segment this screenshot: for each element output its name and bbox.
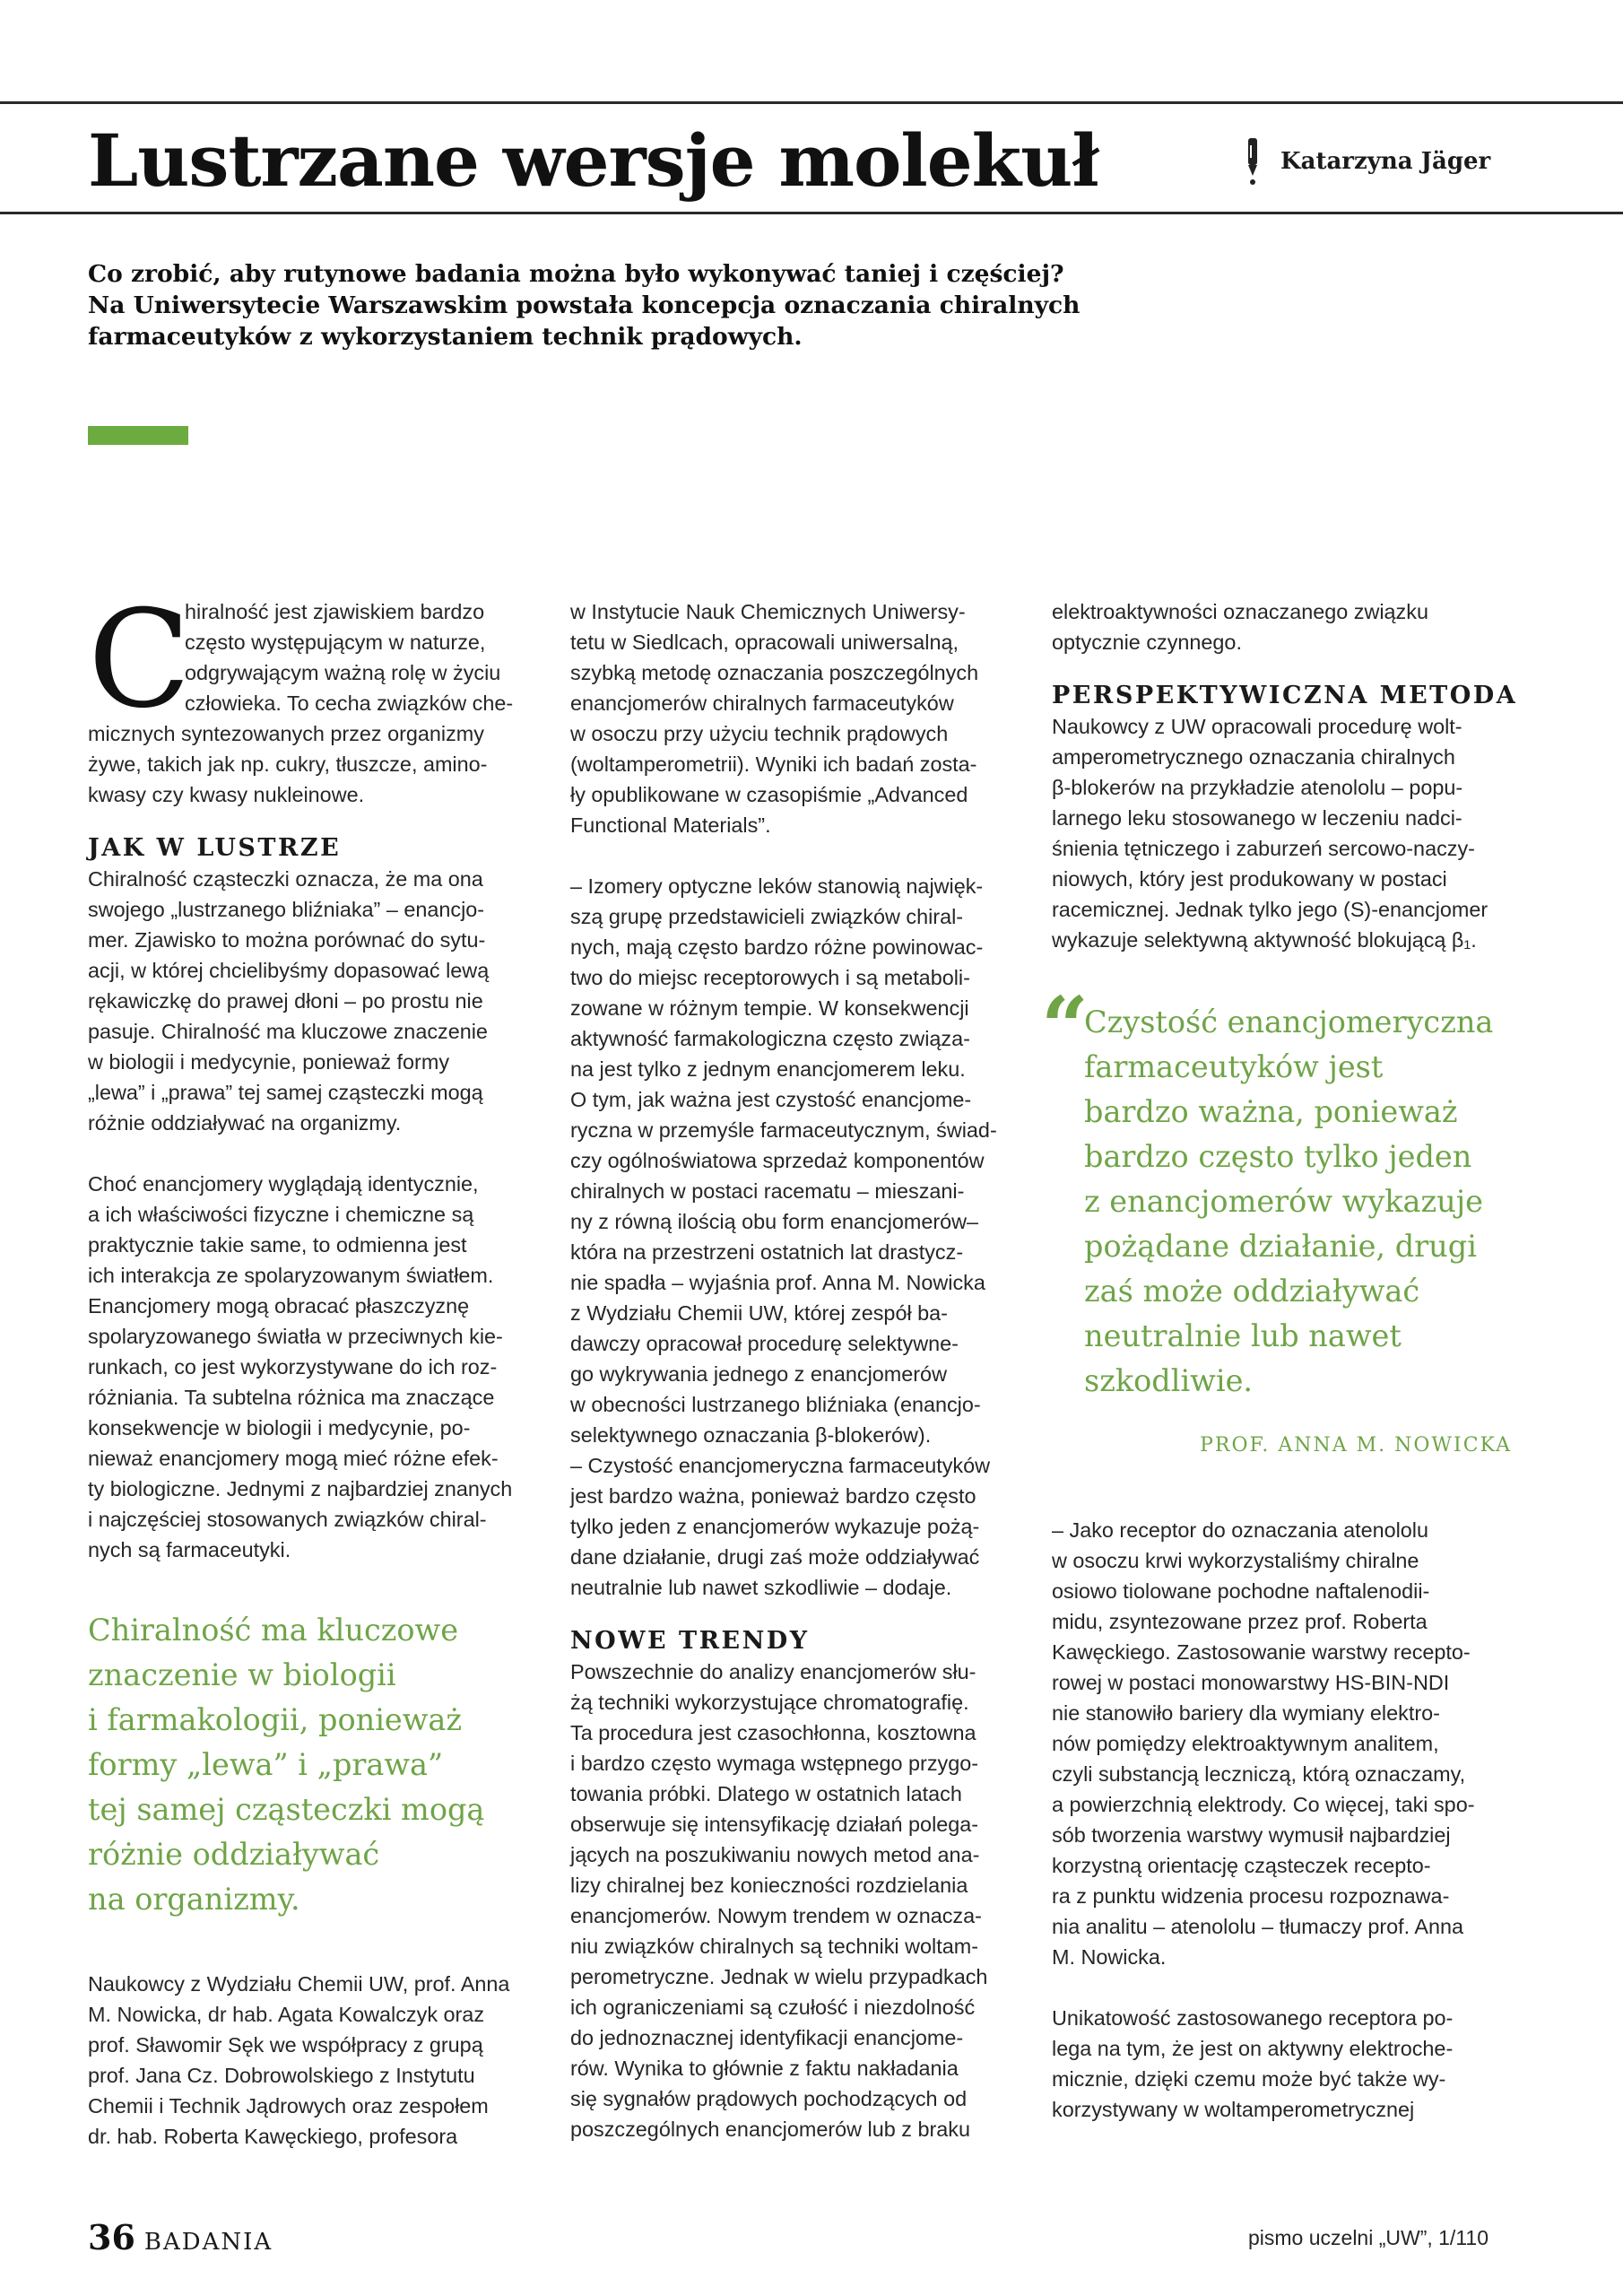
text-line: β-blokerów na przykładzie atenololu – popu- (1052, 776, 1463, 799)
text-line: Unikatowość zastosowanego receptora po- (1052, 2006, 1454, 2030)
paragraph (88, 1169, 536, 1565)
text-line: korzystną orientację cząsteczek recepto- (1052, 1854, 1431, 1877)
text-line: znaczenie w biologii (88, 1657, 396, 1692)
text-line: neutralnie lub nawet szkodliwie – dodaje. (570, 1576, 952, 1599)
text-line: człowieka. To cecha związków che- (185, 691, 514, 715)
text-line: rowej w postaci monowarstwy HS-BIN-NDI (1052, 1671, 1450, 1694)
text-line: na organizmy. (88, 1882, 300, 1917)
text-line: Chiralność ma kluczowe (88, 1613, 459, 1648)
quote-mark-icon: “ (1041, 978, 1089, 1075)
text-line: tetu w Siedlcach, opracowali uniwersalną, (570, 631, 959, 654)
text-line: perometryczne. Jednak w wielu przypadkach (570, 1965, 988, 1988)
section-name: BADANIA (143, 2229, 273, 2256)
text-line: mer. Zjawisko to można porównać do sytu- (88, 928, 486, 952)
text-line: praktycznie takie same, to odmienna jest (88, 1233, 467, 1257)
author-name: Katarzyna Jäger (1280, 148, 1491, 175)
text-line: ryczna w przemyśle farmaceutycznym, świad- (570, 1118, 997, 1142)
text-line: „lewa” i „prawa” tej samej cząsteczki mogą (88, 1081, 483, 1104)
text-line: Choć enancjomery wyglądają identycznie, (88, 1172, 479, 1196)
text-line: odgrywającym ważną rolę w życiu (185, 661, 501, 684)
text-line: dr. hab. Roberta Kawęckiego, profesora (88, 2125, 458, 2148)
text-line: niu związków chiralnych są techniki woltam- (570, 1935, 978, 1958)
text-line: nie stanowiło bariery dla wymiany elektro- (1052, 1701, 1440, 1725)
paragraph (1052, 2003, 1500, 2125)
text-line: swojego „lustrzanego bliźniaka” – enancjo- (88, 898, 485, 921)
text-line: tej samej cząsteczki mogą (88, 1792, 485, 1827)
text-line: ra z punktu widzenia procesu rozpoznawa- (1052, 1884, 1450, 1908)
text-line: obserwuje się intensyfikację działań polega- (570, 1813, 979, 1836)
text-line: różniania. Ta subtelna różnica ma znaczące (88, 1386, 495, 1409)
text-line: żą techniki wykorzystujące chromatografię. (570, 1691, 969, 1714)
text-line: nie spadła – wyjaśnia prof. Anna M. Nowicka (570, 1271, 985, 1294)
text-line: niowych, który jest produkowany w postaci (1052, 867, 1447, 891)
text-line: a powierzchnią elektrody. Co więcej, taki spo- (1052, 1793, 1475, 1816)
text-line: – Izomery optyczne leków stanowią najwięk- (570, 874, 984, 898)
lead-line: farmaceutyków z wykorzystaniem technik prądowych. (88, 323, 803, 351)
text-line: i farmakologii, ponieważ (88, 1702, 463, 1737)
text-line: prof. Jana Cz. Dobrowolskiego z Instytutu (88, 2064, 475, 2087)
text-line: micznie, dzięki czemu może być także wy- (1052, 2067, 1446, 2091)
text-line: Naukowcy z UW opracowali procedurę wolt- (1052, 715, 1462, 738)
text-line: Powszechnie do analizy enancjomerów słu- (570, 1660, 976, 1683)
text-line: spolaryzowanego światła w przeciwnych kie- (88, 1325, 503, 1348)
text-line: enancjomerów chiralnych farmaceutyków (570, 691, 954, 715)
text-line: towania próbki. Dlatego w ostatnich latach (570, 1782, 962, 1805)
text-line: runkach, co jest wykorzystywane do ich roz- (88, 1355, 498, 1378)
text-line: nieważ enancjomery mogą mieć różne efek- (88, 1447, 499, 1470)
text-line: M. Nowicka. (1052, 1945, 1167, 1969)
text-line: która na przestrzeni ostatnich lat drastycz- (570, 1240, 964, 1264)
text-line: – Jako receptor do oznaczania atenololu (1052, 1518, 1429, 1542)
text-line: różnie oddziaływać (88, 1837, 380, 1872)
lead-line: Co zrobić, aby rutynowe badania można było wykonywać taniej i częściej? (88, 260, 1064, 288)
text-line: różnie oddziaływać na organizmy. (88, 1111, 402, 1135)
text-line: w osoczu krwi wykorzystaliśmy chiralne (1052, 1549, 1419, 1572)
text-line: Kawęckiego. Zastosowanie warstwy recepto- (1052, 1640, 1471, 1664)
text-line: bardzo często tylko jeden (1084, 1139, 1472, 1174)
section-heading-nowe-trendy: NOWE TRENDY (570, 1627, 810, 1655)
paragraph (570, 596, 1019, 840)
text-line: dane działanie, drugi zaś może oddziaływać (570, 1545, 980, 1569)
text-line: pożądane działanie, drugi (1084, 1229, 1477, 1264)
text-line: się sygnałów prądowych pochodzących od (570, 2087, 968, 2110)
text-line: jest bardzo ważna, ponieważ bardzo często (570, 1484, 976, 1508)
text-line: do jednoznacznej identyfikacji enancjome- (570, 2026, 964, 2049)
paragraph (570, 871, 1019, 1603)
text-line: na jest tylko z jednym enancjomerem leku. (570, 1057, 966, 1081)
text-line: bardzo ważna, ponieważ (1084, 1094, 1458, 1129)
text-line: Functional Materials”. (570, 813, 771, 837)
text-line: aktywność farmakologiczna często związa- (570, 1027, 970, 1050)
text-line: Ta procedura jest czasochłonna, kosztowna (570, 1721, 976, 1744)
text-line: pasuje. Chiralność ma kluczowe znaczenie (88, 1020, 488, 1043)
text-line: żywe, takich jak np. cukry, tłuszcze, amino- (88, 752, 488, 776)
text-line: optycznie czynnego. (1052, 631, 1242, 654)
text-line: Chiralność cząsteczki oznacza, że ma ona (88, 867, 483, 891)
section-heading-perspektywiczna-metoda: PERSPEKTYWICZNA METODA (1052, 682, 1518, 709)
text-line: śnienia tętniczego i zaburzeń sercowo-naczy- (1052, 837, 1475, 860)
text-line: nów pomiędzy elektroaktywnym analitem, (1052, 1732, 1439, 1755)
text-line: O tym, jak ważna jest czystość enancjome- (570, 1088, 972, 1111)
text-line: ły opublikowane w czasopiśmie „Advanced (570, 783, 968, 806)
text-line: micznych syntezowanych przez organizmy (88, 722, 484, 745)
drop-cap: C (88, 582, 191, 738)
lead-paragraph (88, 258, 1110, 352)
publication-info: pismo uczelni „UW”, 1/110 (1248, 2226, 1488, 2249)
text-line: nia analitu – atenololu – tłumaczy prof. Anna (1052, 1915, 1464, 1938)
text-line: nych, mają często bardzo różne powinowac- (570, 935, 984, 959)
text-line: szybką metodę oznaczania poszczególnych (570, 661, 979, 684)
accent-bar (88, 426, 188, 445)
text-line: nych są farmaceutyki. (88, 1538, 291, 1561)
text-line: z enancjomerów wykazuje (1084, 1184, 1483, 1219)
text-line: w Instytucie Nauk Chemicznych Uniwersy- (570, 600, 966, 623)
text-line: korzystywany w woltamperometrycznej (1052, 2098, 1415, 2121)
text-line: w biologii i medycynie, ponieważ formy (88, 1050, 450, 1074)
text-line: rów. Wynika to głównie z faktu nakładania (570, 2057, 959, 2080)
text-line: i bardzo często wymaga wstępnego przygo- (570, 1752, 979, 1775)
text-line: enancjomerów. Nowym trendem w oznacza- (570, 1904, 982, 1927)
text-line: jących na poszukiwaniu nowych metod ana- (570, 1843, 980, 1866)
text-line: elektroaktywności oznaczanego związku (1052, 600, 1428, 623)
paragraph (570, 1657, 1019, 2144)
text-line: czy ogólnoświatowa sprzedaż komponentów (570, 1149, 985, 1172)
text-line: sób tworzenia warstwy wymusił najbardziej (1052, 1823, 1451, 1847)
text-line: Czystość enancjomeryczna (1084, 1004, 1494, 1039)
article-title: Lustrzane wersje molekuł (88, 118, 1099, 203)
text-line: ny z równą ilością obu form enancjomerów– (570, 1210, 979, 1233)
column-2 (570, 596, 1019, 2144)
text-line: osiowo tiolowane pochodne naftalenodii- (1052, 1579, 1430, 1603)
title-bottom-rule (0, 212, 1623, 214)
text-line: midu, zsyntezowane przez prof. Roberta (1052, 1610, 1428, 1633)
text-line: acji, w której chcielibyśmy dopasować lewą (88, 959, 490, 982)
text-line: chiralnych w postaci racematu – mieszani- (570, 1179, 965, 1203)
lead-line: Na Uniwersytecie Warszawskim powstała koncepcja oznaczania chiralnych (88, 291, 1081, 319)
pull-quote (88, 1608, 536, 1922)
text-line: amperometrycznego oznaczania chiralnych (1052, 745, 1455, 769)
text-line: prof. Sławomir Sęk we współpracy z grupą (88, 2033, 483, 2057)
text-line: a ich właściwości fizyczne i chemiczne są (88, 1203, 474, 1226)
column-3 (1041, 596, 1518, 2125)
text-line: konsekwencje w biologii i medycynie, po- (88, 1416, 471, 1439)
paragraph (88, 864, 536, 1138)
text-line: two do miejsc receptorowych i są metaboli- (570, 966, 970, 989)
text-line: ty biologiczne. Jednymi z najbardziej znanych (88, 1477, 513, 1500)
author-byline (1243, 136, 1490, 187)
text-line: lega na tym, że jest on aktywny elektroche- (1052, 2037, 1454, 2060)
text-line: szkodliwie. (1084, 1363, 1254, 1398)
text-line: go wykrywania jednego z enancjomerów (570, 1362, 947, 1386)
text-line: hiralność jest zjawiskiem bardzo (185, 600, 485, 623)
text-line: poszczególnych enancjomerów lub z braku (570, 2118, 970, 2141)
paragraph (1052, 1515, 1500, 1972)
text-line: w osoczu przy użyciu technik prądowych (570, 722, 949, 745)
text-line: z Wydziału Chemii UW, której zespół ba- (570, 1301, 948, 1325)
text-line: Chemii i Technik Jądrowych oraz zespołem (88, 2094, 489, 2118)
text-line: lizy chiralnej bez konieczności rozdzielania (570, 1874, 968, 1897)
intro-paragraph (88, 582, 536, 810)
text-line: M. Nowicka, dr hab. Agata Kowalczyk oraz (88, 2003, 485, 2026)
text-line: Enancjomery mogą obracać płaszczyznę (88, 1294, 470, 1318)
pull-quote-text (1084, 1000, 1500, 1404)
text-line: – Czystość enancjomeryczna farmaceutyków (570, 1454, 990, 1477)
text-line: w obecności lustrzanego bliźniaka (enancjo- (570, 1393, 981, 1416)
text-line: larnego leku stosowanego w leczeniu nadci- (1052, 806, 1462, 830)
text-line: Naukowcy z Wydziału Chemii UW, prof. Anna (88, 1972, 510, 1996)
paragraph (1052, 596, 1500, 657)
text-line: dawczy opracował procedurę selektywne- (570, 1332, 959, 1355)
text-line: czyli substancją leczniczą, którą oznaczamy, (1052, 1762, 1466, 1786)
pull-quote-block (1041, 978, 1500, 1404)
text-line: tylko jeden z enancjomerów wykazuje pożą- (570, 1515, 980, 1538)
text-line: szą grupę przedstawicieli związków chiral- (570, 905, 964, 928)
text-line: wykazuje selektywną aktywność blokującą β₁. (1052, 928, 1477, 952)
quote-attribution: PROF. ANNA M. NOWICKA (1200, 1434, 1512, 1457)
text-line: i najczęściej stosowanych związków chiral- (88, 1508, 487, 1531)
text-line: neutralnie lub nawet (1084, 1318, 1402, 1353)
text-line: rękawiczkę do prawej dłoni – po prostu nie (88, 989, 483, 1013)
page-number: 36 (88, 2217, 135, 2257)
text-line: selektywnego oznaczania β-blokerów). (570, 1423, 932, 1447)
text-line: często występującym w naturze, (185, 631, 486, 654)
text-line: racemicznej. Jednak tylko jego (S)-enancjomer (1052, 898, 1488, 921)
text-line: zowane w różnym tempie. W konsekwencji (570, 996, 969, 1020)
text-line: farmaceutyków jest (1084, 1049, 1384, 1084)
paragraph (1052, 711, 1500, 955)
text-line: (woltamperometrii). Wyniki ich badań zosta- (570, 752, 977, 776)
text-line: kwasy czy kwasy nukleinowe. (88, 783, 365, 806)
paragraph (88, 1969, 536, 2152)
pen-icon (1243, 136, 1263, 187)
section-heading-jak-w-lustrze: JAK W LUSTRZE (88, 834, 342, 862)
page-footer-left (88, 2217, 273, 2257)
text-line: ich interakcja ze spolaryzowanym światłem. (88, 1264, 494, 1287)
text-line: ich ograniczeniami są czułość i niezdolność (570, 1996, 976, 2019)
top-rule (0, 101, 1623, 104)
column-1 (88, 582, 536, 2152)
text-line: formy „lewa” i „prawa” (88, 1747, 444, 1782)
text-line: zaś może oddziaływać (1084, 1274, 1420, 1309)
